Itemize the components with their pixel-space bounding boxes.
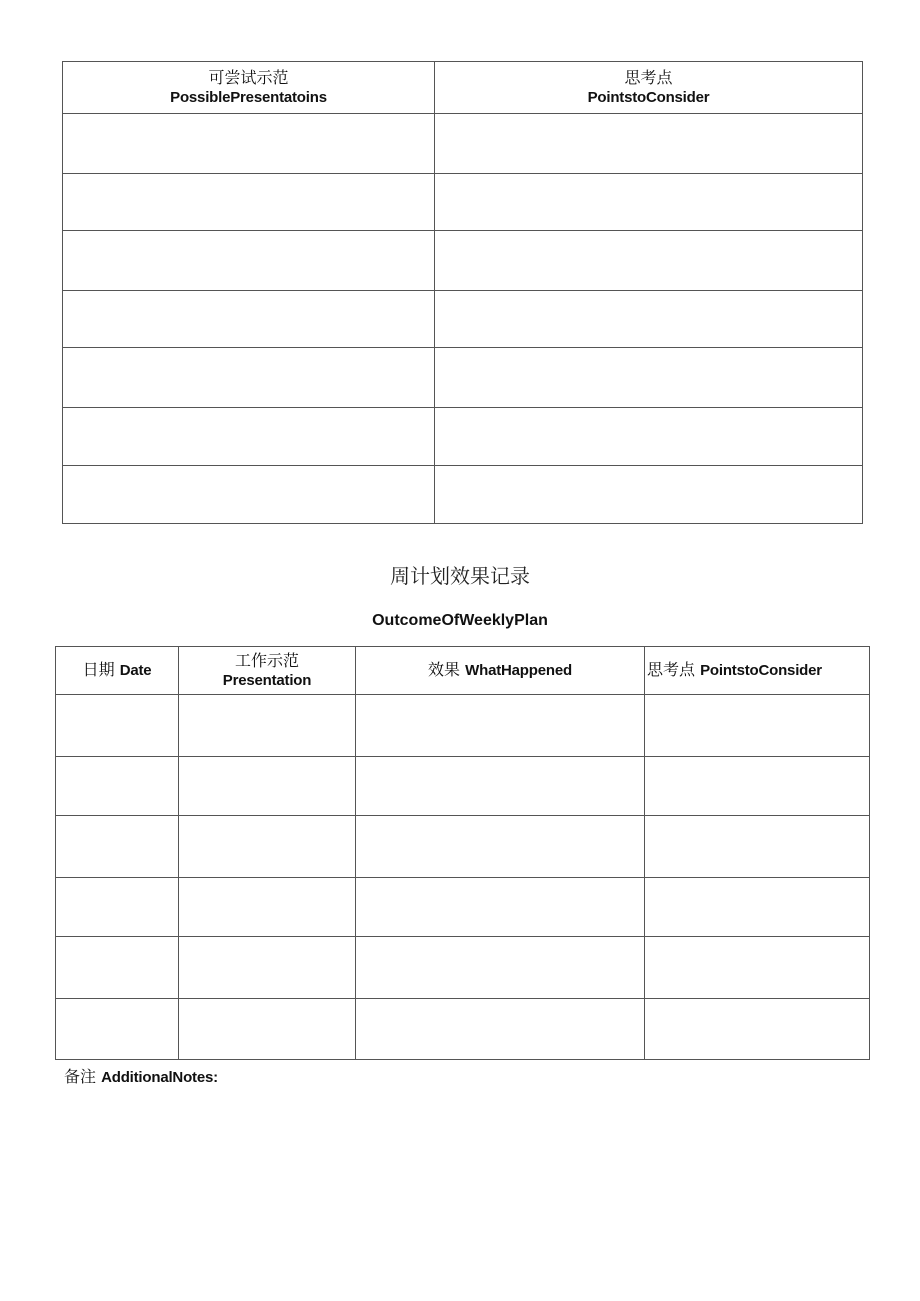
header-zh-label: 日期 [82,660,115,679]
presentation-cell[interactable] [179,999,356,1060]
presentation-cell[interactable] [179,937,356,999]
header-what-happened [356,647,645,695]
points-cell[interactable] [435,408,863,466]
what-happened-cell[interactable] [356,695,645,757]
points-cell[interactable] [435,466,863,524]
points-cell[interactable] [645,816,870,878]
table-row [56,878,870,937]
points-cell[interactable] [435,114,863,174]
header-points-to-consider [435,62,863,114]
what-happened-cell[interactable] [356,937,645,999]
date-cell[interactable] [56,757,179,816]
weekly-outcome-title-en: OutcomeOfWeeklyPlan [372,612,548,629]
header-zh-label: 工作示范 [234,650,299,670]
what-happened-cell[interactable] [356,757,645,816]
presentation-cell[interactable] [179,878,356,937]
points-cell[interactable] [435,348,863,408]
additional-notes-label [64,1064,218,1087]
table-row [63,174,863,231]
table-row [63,114,863,174]
points-cell[interactable] [645,695,870,757]
what-happened-cell[interactable] [356,816,645,878]
points-cell[interactable] [435,231,863,291]
presentation-cell[interactable] [63,114,435,174]
presentation-cell[interactable] [63,291,435,348]
table-row [63,408,863,466]
points-cell[interactable] [645,757,870,816]
possible-presentations-table [62,61,863,524]
presentation-cell[interactable] [63,408,435,466]
table-row [63,291,863,348]
table-row [56,816,870,878]
table-row [63,348,863,408]
header-en-label: PossiblePresentatoins [170,88,327,106]
header-en-label: WhatHappened [465,662,572,679]
table-row [56,757,870,816]
notes-zh-label: 备注 [64,1067,97,1086]
presentation-cell[interactable] [63,466,435,524]
table-header-row [63,62,863,114]
points-cell[interactable] [435,174,863,231]
what-happened-cell[interactable] [356,999,645,1060]
header-possible-presentations [63,62,435,114]
header-zh-label: 思考点 [647,660,696,679]
date-cell[interactable] [56,878,179,937]
presentation-cell[interactable] [179,816,356,878]
header-date [56,647,179,695]
presentation-cell[interactable] [179,695,356,757]
header-points-to-consider [645,647,870,695]
header-zh-label: 可尝试示范 [208,67,289,87]
table-row [63,231,863,291]
notes-en-label: AdditionalNotes: [101,1069,218,1086]
header-en-label: Presentation [222,671,312,689]
table-row [56,695,870,757]
presentation-cell[interactable] [63,174,435,231]
points-cell[interactable] [645,937,870,999]
table-row [63,466,863,524]
presentation-cell[interactable] [179,757,356,816]
header-en-label: PointstoConsider [587,88,710,106]
header-zh-label: 思考点 [624,67,673,87]
points-cell[interactable] [645,999,870,1060]
presentation-cell[interactable] [63,231,435,291]
date-cell[interactable] [56,937,179,999]
date-cell[interactable] [56,816,179,878]
header-zh-label: 效果 [428,660,461,679]
presentation-cell[interactable] [63,348,435,408]
table-row [56,999,870,1060]
weekly-outcome-title-zh: 周计划效果记录 [390,564,530,588]
date-cell[interactable] [56,999,179,1060]
weekly-outcome-table [55,646,870,1060]
header-en-label: Date [119,662,152,679]
points-cell[interactable] [645,878,870,937]
date-cell[interactable] [56,695,179,757]
what-happened-cell[interactable] [356,878,645,937]
header-en-label: PointstoConsider [700,662,822,679]
header-presentation [179,647,356,695]
table-header-row [56,647,870,695]
table-row [56,937,870,999]
points-cell[interactable] [435,291,863,348]
